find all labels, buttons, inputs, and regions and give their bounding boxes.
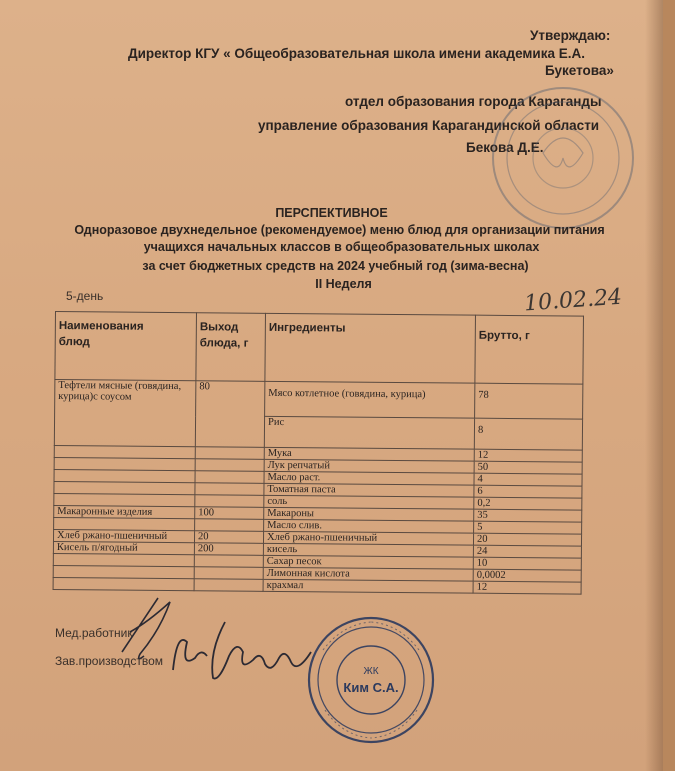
dish-cell: Кисель п/ягодный <box>53 541 194 554</box>
production-head-label: Зав.производством <box>55 654 163 668</box>
ingredient-cell: Масло слив. <box>264 519 474 533</box>
dish-cell: Макаронные изделия <box>54 505 195 518</box>
gross-cell: 35 <box>474 509 582 522</box>
director-line: Директор КГУ « Общеобразовательная школа имени академика Е.А. <box>128 46 585 61</box>
handwritten-date <box>520 282 623 318</box>
yield-cell <box>194 567 263 580</box>
title-line-1: Одноразовое двухнедельное (рекомендуемое) меню блюд для организации питания <box>74 223 605 237</box>
ingredient-cell: соль <box>264 495 474 509</box>
approval-stamp <box>488 98 648 208</box>
gross-cell: 12 <box>474 449 582 462</box>
header-dish: Наименования блюд <box>55 312 197 381</box>
gross-cell: 50 <box>474 461 582 474</box>
yield-cell <box>195 495 264 508</box>
yield-cell: 100 <box>195 507 264 520</box>
yield-cell <box>195 483 264 496</box>
yield-cell: 80 <box>195 381 265 448</box>
gross-cell: 5 <box>474 521 582 534</box>
table-header-row <box>55 312 584 385</box>
department-line: отдел образования города Караганды <box>345 94 602 109</box>
administration-line: управление образования Карагандинской области <box>258 118 600 133</box>
week-label: II Неделя <box>315 277 372 291</box>
approve-label: Утверждаю: <box>530 28 611 43</box>
document-title: ПЕРСПЕКТИВНОЕ <box>275 206 388 220</box>
gross-cell: 4 <box>474 473 582 486</box>
gross-cell: 78 <box>475 383 583 419</box>
yield-cell: 20 <box>194 531 263 544</box>
stamp-jk: ЖК <box>363 666 379 677</box>
ingredient-cell: Мясо котлетное (говядина, курица) <box>265 381 475 418</box>
dish-cell <box>53 577 194 590</box>
gross-cell: 0,2 <box>474 497 582 510</box>
gross-cell: 24 <box>473 545 581 558</box>
handwritten-date-text: 10.02.24 <box>523 284 623 317</box>
header-ingredients: Ингредиенты <box>265 313 476 383</box>
header-gross: Брутто, г <box>475 315 584 384</box>
ingredient-cell: Рис <box>264 416 474 449</box>
gross-cell: 8 <box>474 418 582 450</box>
ingredient-cell: Сахар песок <box>263 555 473 569</box>
yield-cell: 200 <box>194 543 263 556</box>
menu-table <box>53 311 584 595</box>
title-line-3: за счет бюджетных средств на 2024 учебный год (зима-весна) <box>142 259 529 273</box>
ingredient-cell: кисель <box>263 543 473 557</box>
table-row <box>55 380 583 420</box>
yield-cell <box>194 555 263 568</box>
header-yield: Выход блюда, г <box>196 313 266 382</box>
gross-cell: 20 <box>473 533 581 546</box>
ingredient-cell: Лимонная кислота <box>263 567 473 581</box>
director-name: Бекова Д.Е. <box>466 140 544 155</box>
ingredient-cell: Лук репчатый <box>264 459 474 473</box>
yield-cell <box>195 471 264 484</box>
official-stamp <box>303 610 443 750</box>
gross-cell: 10 <box>473 557 581 570</box>
title-line-2: учащихся начальных классов в общеобразовательных школах <box>143 240 540 254</box>
gross-cell: 0,0002 <box>473 569 581 582</box>
dish-cell: Тефтели мясные (говядина, курица)с соусом <box>54 380 196 447</box>
yield-cell <box>195 459 264 472</box>
stamp-name: Ким С.А. <box>343 680 399 695</box>
ingredient-cell: Макароны <box>264 507 474 521</box>
ingredient-cell: Томатная паста <box>264 483 474 497</box>
dish-cell: Хлеб ржано-пшеничный <box>53 529 194 542</box>
ingredient-cell: Мука <box>264 447 474 461</box>
ingredient-cell: крахмал <box>263 579 473 593</box>
yield-cell <box>195 447 264 460</box>
yield-cell <box>194 579 263 592</box>
gross-cell: 6 <box>474 485 582 498</box>
yield-cell <box>195 519 264 532</box>
ingredient-cell: Масло раст. <box>264 471 474 485</box>
gross-cell: 12 <box>473 581 581 594</box>
medic-label: Мед.работник <box>55 626 133 640</box>
day-label: 5-день <box>66 289 104 303</box>
school-name-end: Букетова» <box>545 63 614 78</box>
ingredient-cell: Хлеб ржано-пшеничный <box>263 531 473 545</box>
